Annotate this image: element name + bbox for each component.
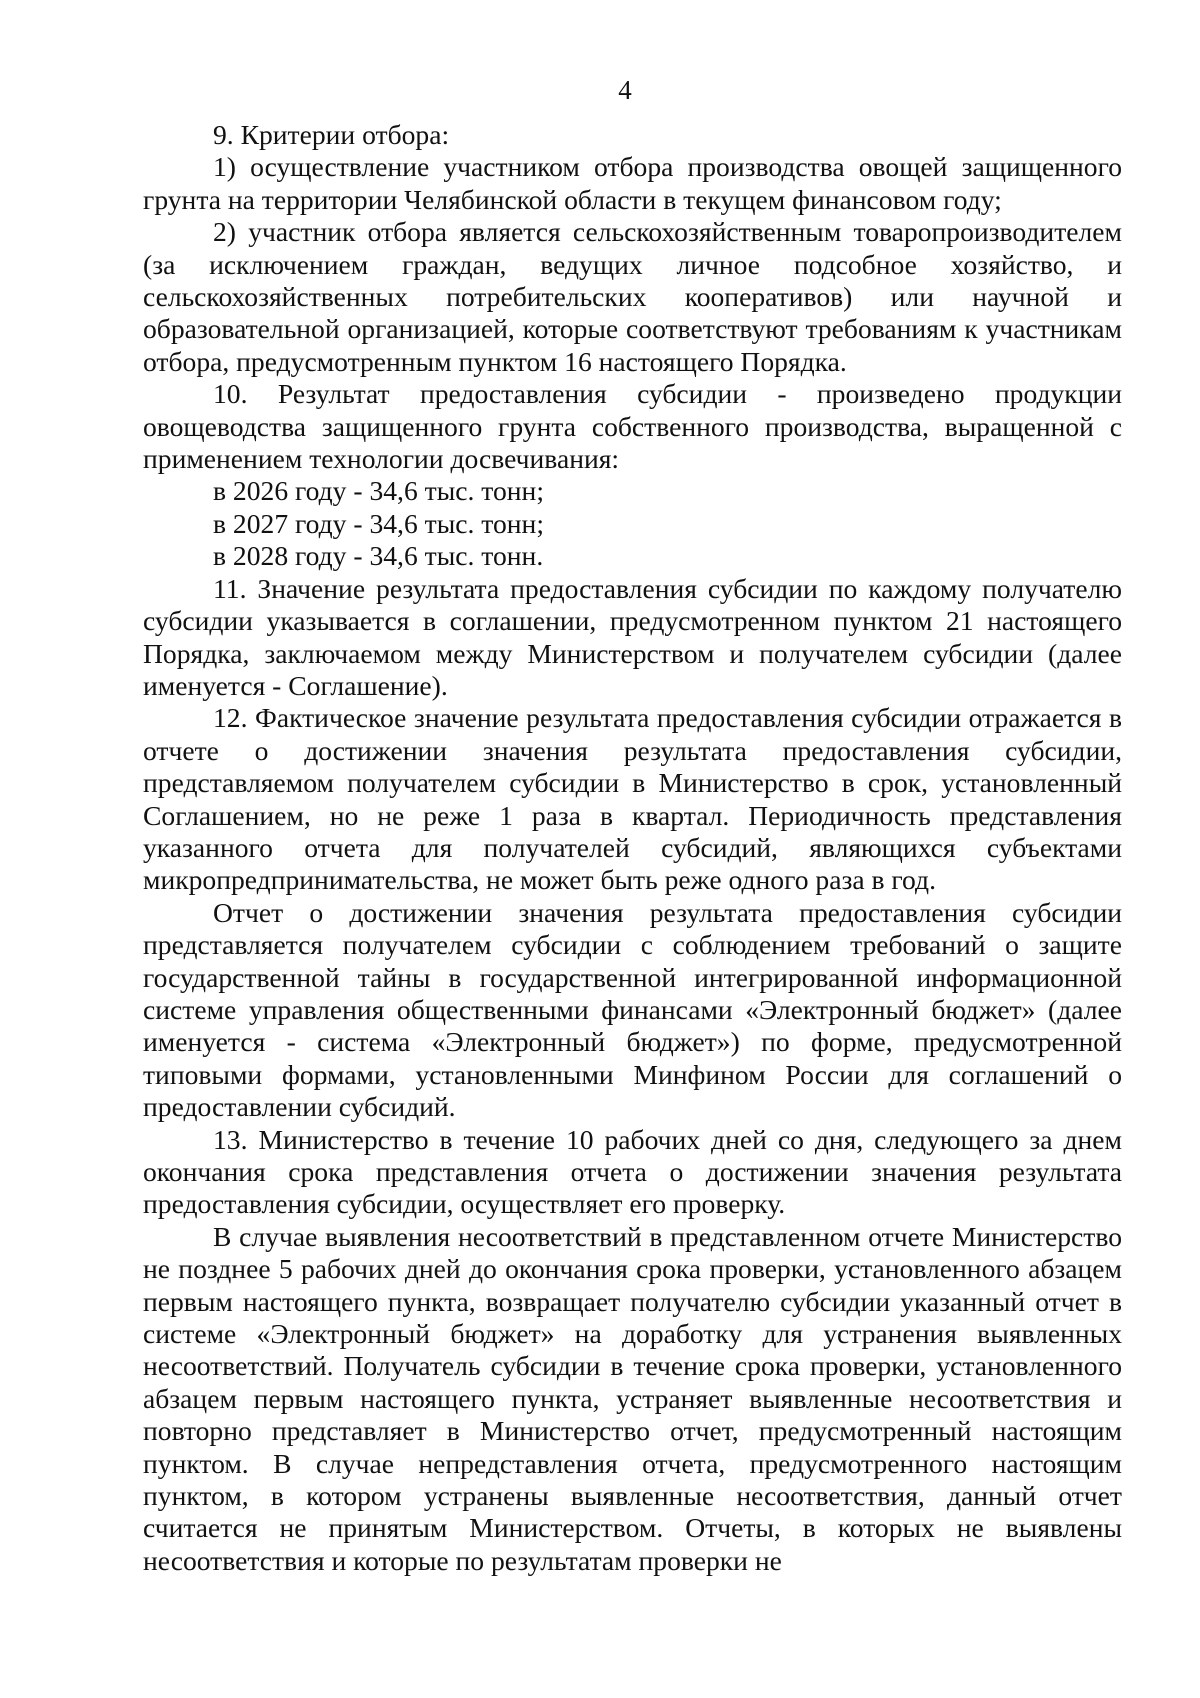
paragraph-criterion-2: 2) участник отбора является сельскохозяйственным товаропроизводителем (за исключением граждан, ведущих личное подсобное хозяйство, и сельскохозяйственных потребительских кооперативов) или научной и образовательной организацией, которые соответствуют требованиям к участникам отбора, предусмотренным пунктом 16 настоящего Порядка. (143, 216, 1122, 377)
paragraph-report-system: Отчет о достижении значения результата предоставления субсидии представляется получателем субсидии с соблюдением требований о защите государственной тайны в государственной интегрированной информационной системе управления общественными финансами «Электронный бюджет» (далее именуется - система «Электронный бюджет») по форме, предусмотренной типовыми формами, установленными Минфином России для соглашений о предоставлении субсидий. (143, 896, 1122, 1123)
paragraph-result-2027: в 2027 году - 34,6 тыс. тонн; (213, 507, 544, 539)
paragraph-result-2026: в 2026 году - 34,6 тыс. тонн; (213, 475, 544, 507)
paragraph-item-11: 11. Значение результата предоставления субсидии по каждому получателю субсидии указывается в соглашении, предусмотренном пунктом 21 настоящего Порядка, заключаемом между Министерством и получателем субсидии (далее именуется - Соглашение). (143, 572, 1122, 701)
page-number: 4 (618, 75, 632, 105)
paragraph-item-13: 13. Министерство в течение 10 рабочих дней со дня, следующего за днем окончания срока представления отчета о достижении значения результата предоставления субсидии, осуществляет его проверку. (143, 1123, 1122, 1220)
paragraph-result-2028: в 2028 году - 34,6 тыс. тонн. (213, 540, 544, 572)
paragraph-item-12: 12. Фактическое значение результата предоставления субсидии отражается в отчете о достижении значения результата предоставления субсидии, представляемом получателем субсидии в Министерство в срок, установленный Соглашением, но не реже 1 раза в квартал. Периодичность представления указанного отчета для получателей субсидий, являющихся субъектами микропредпринимательства, не может быть реже одного раза в год. (143, 702, 1122, 896)
paragraph-item-10: 10. Результат предоставления субсидии - произведено продукции овощеводства защищенного грунта собственного производства, выращенной с применением технологии досвечивания: (143, 378, 1122, 475)
paragraph-criteria-heading: 9. Критерии отбора: (213, 119, 450, 150)
paragraph-discrepancies: В случае выявления несоответствий в представленном отчете Министерство не позднее 5 рабочих дней до окончания срока проверки, установленного абзацем первым настоящего пункта, возвращает получателю субсидии указанный отчет в системе «Электронный бюджет» на доработку для устранения выявленных несоответствий. Получатель субсидии в течение срока проверки, установленного абзацем первым настоящего пункта, устраняет выявленные несоответствия и повторно представляет в Министерство отчет, предусмотренный настоящим пунктом. В случае непредставления отчета, предусмотренного настоящим пунктом, в котором устранены выявленные несоответствия, данный отчет считается не принятым Министерством. Отчеты, в которых не выявлены несоответствия и которые по результатам проверки не (143, 1220, 1122, 1576)
document-body (143, 119, 1122, 1577)
paragraph-criterion-1: 1) осуществление участником отбора производства овощей защищенного грунта на территории Челябинской области в текущем финансовом году; (143, 151, 1122, 215)
